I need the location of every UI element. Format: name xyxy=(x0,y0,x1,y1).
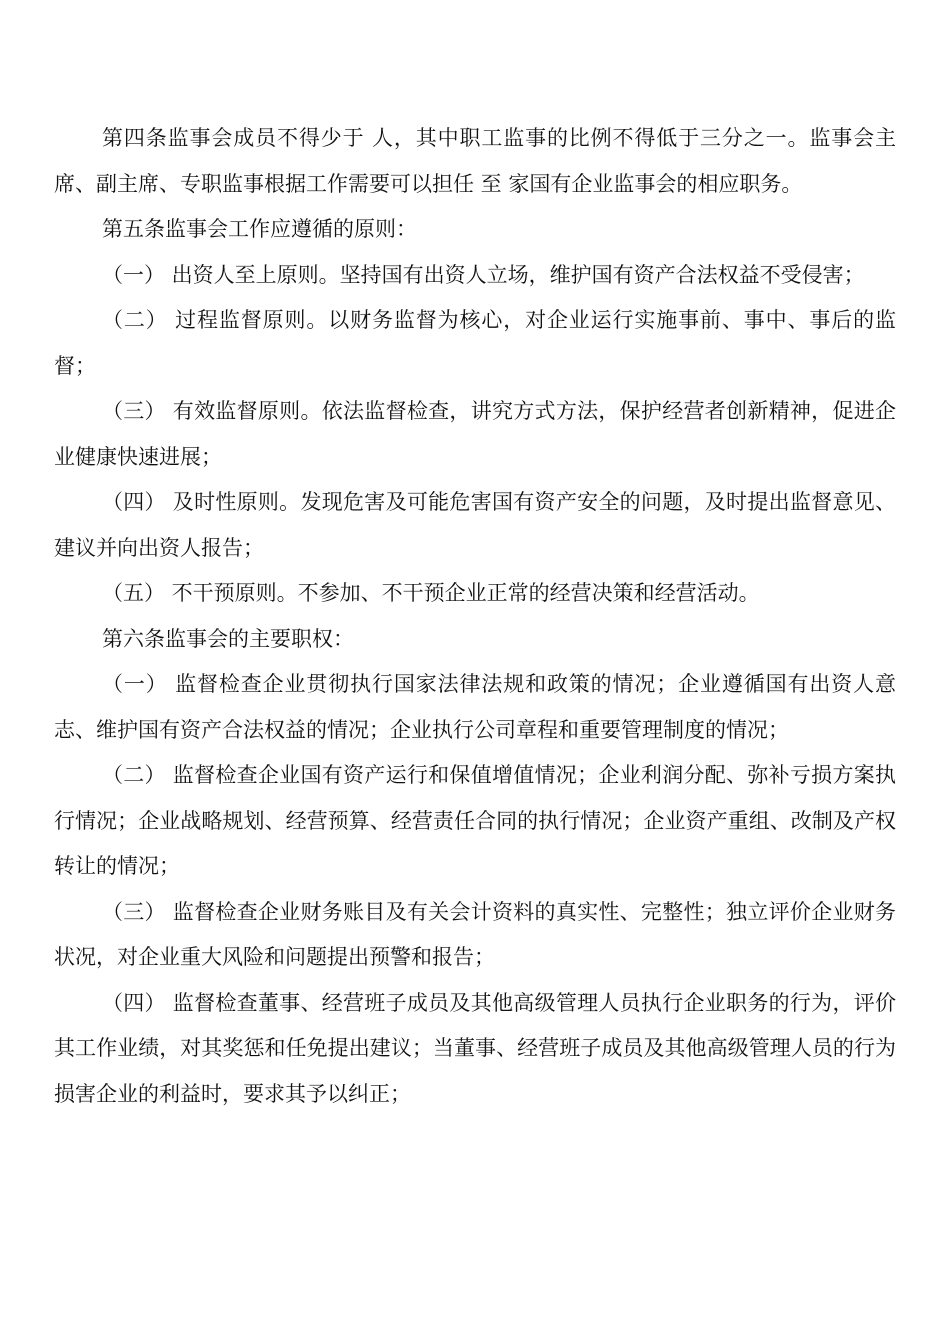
paragraph-article-5-item-5: （五） 不干预原则。不参加、不干预企业正常的经营决策和经营活动。 xyxy=(102,581,760,605)
paragraph-article-6-item-4: （四） 监督检查董事、经营班子成员及其他高级管理人员执行企业职务的行为，评价其工作业绩，对其奖惩和任免提出建议；当董事、经营班子成员及其他高级管理人员的行为损害企业的利益时，要求其予以纠正； xyxy=(54,990,896,1106)
paragraph-article-5-item-2: （二） 过程监督原则。以财务监督为核心，对企业运行实施事前、事中、事后的监督； xyxy=(54,308,896,378)
paragraph-article-5-item-3: （三） 有效监督原则。依法监督检查，讲究方式方法，保护经营者创新精神，促进企业健康快速进展； xyxy=(54,399,896,469)
paragraph-article-5-heading: 第五条监事会工作应遵循的原则： xyxy=(102,217,417,241)
paragraph-article-4: 第四条监事会成员不得少于 人，其中职工监事的比例不得低于三分之一。监事会主席、副主席、专职监事根据工作需要可以担任 至 家国有企业监事会的相应职务。 xyxy=(54,126,896,196)
paragraph-article-6-item-1: （一） 监督检查企业贯彻执行国家法律法规和政策的情况；企业遵循国有出资人意志、维护国有资产合法权益的情况；企业执行公司章程和重要管理制度的情况； xyxy=(54,672,896,742)
document-page xyxy=(54,116,896,1117)
paragraph-article-5-item-1: （一） 出资人至上原则。坚持国有出资人立场，维护国有资产合法权益不受侵害； xyxy=(102,262,865,287)
paragraph-article-6-item-3: （三） 监督检查企业财务账目及有关会计资料的真实性、完整性；独立评价企业财务状况，对企业重大风险和问题提出预警和报告； xyxy=(54,899,896,969)
paragraph-article-5-item-4: （四） 及时性原则。发现危害及可能危害国有资产安全的问题，及时提出监督意见、建议并向出资人报告； xyxy=(54,490,896,560)
paragraph-article-6-item-2: （二） 监督检查企业国有资产运行和保值增值情况；企业利润分配、弥补亏损方案执行情况；企业战略规划、经营预算、经营责任合同的执行情况；企业资产重组、改制及产权转让的情况； xyxy=(54,763,896,878)
paragraph-article-6-heading: 第六条监事会的主要职权： xyxy=(102,626,354,651)
